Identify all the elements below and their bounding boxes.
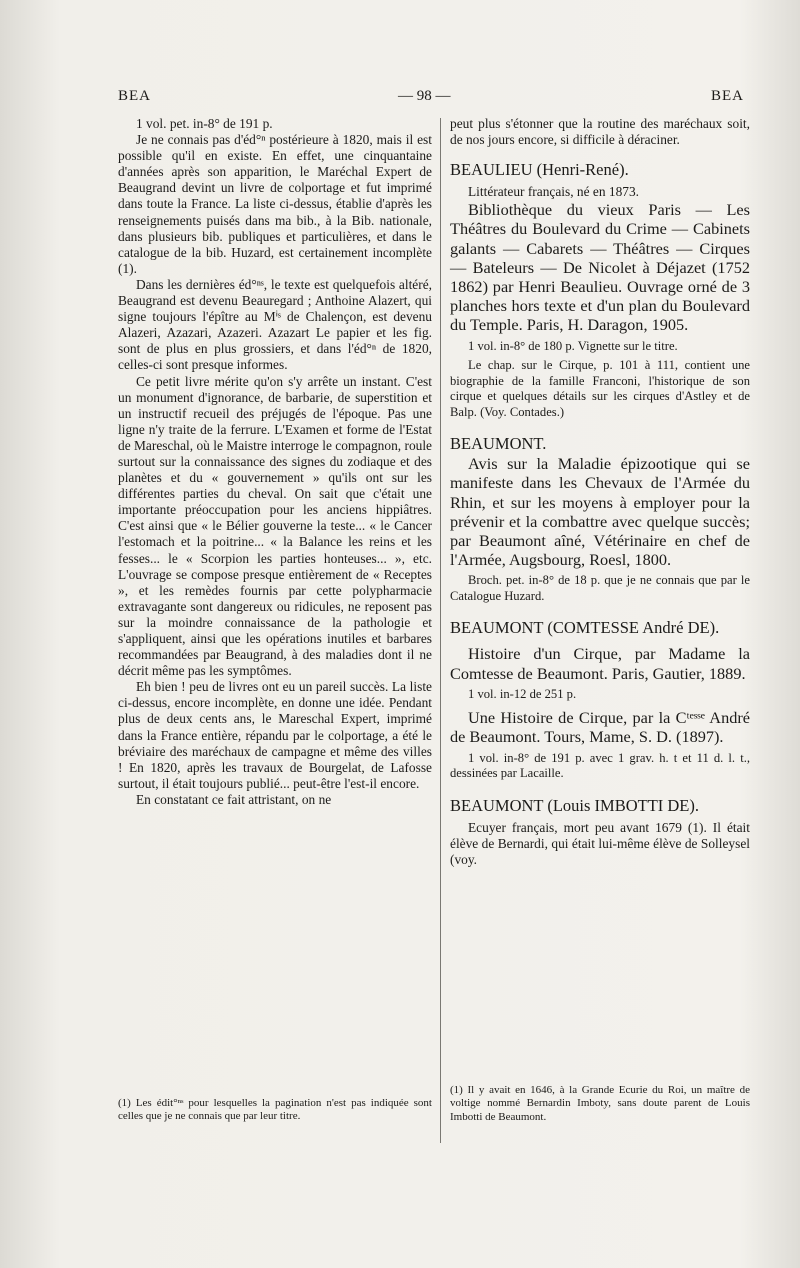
entry-heading: BEAUMONT (Louis IMBOTTI DE). xyxy=(450,795,700,815)
left-column xyxy=(118,116,432,808)
entry-note: 1 vol. in-8° de 180 p. Vignette sur le titre. xyxy=(468,338,678,353)
entry-heading: BEAUMONT. xyxy=(450,434,547,454)
entry-title: Avis sur la Maladie épizootique qui se manifeste dans les Chevaux de l'Armée du Rhin, et sur les moyens à employer pour la prévenir et la combattre avec quelque succès; par Beaumont aîné, Vétérinaire en chef de l'Armée, Augsbourg, Roesl, 1800. xyxy=(450,454,750,570)
running-header xyxy=(118,88,744,112)
entry-beaulieu xyxy=(450,160,750,420)
left-paragraph-5: Eh bien ! peu de livres ont eu un pareil succès. La liste ci-dessus, encore incomplète, en donne une idée. Pendant plus de deux cents ans, le Mareschal Expert, imprimé dans la France entière, répandu par le colportage, a été le bréviaire des maréchaux de campagne et même des villes ! En 1820, après les travaux de Bourgelat, de Lafosse surtout, il était toujours publié... peut-être l'est-il encore. xyxy=(118,679,432,791)
header-right-keyword: BEA xyxy=(711,88,744,104)
entry-title: Histoire d'un Cirque, par Madame la Comtesse de Beaumont. Paris, Gautier, 1889. xyxy=(450,644,750,683)
entry-title-2: Une Histoire de Cirque, par la Cᵗᵉˢˢᵉ André de Beaumont. Tours, Mame, S. D. (1897). xyxy=(450,708,750,747)
entry-heading: BEAUMONT (COMTESSE André DE). xyxy=(450,618,720,638)
entry-title: Bibliothèque du vieux Paris — Les Théâtres du Boulevard du Crime — Cabinets galants — Cabarets — Théâtres — Cirques — Bateleurs — De Nicolet à Déjazet (1752 1862) par Henri Beaulieu. Ouvrage orné de 3 planches hors texte et d'un plan du Boulevard du Temple. Paris, H. Daragon, 1905. xyxy=(450,200,750,335)
entry-note: 1 vol. in-12 de 251 p. xyxy=(468,686,577,701)
entry-note: Ecuyer français, mort peu avant 1679 (1). Il était élève de Bernardi, qui était lui-même élève de Solleysel (voy. xyxy=(450,819,750,867)
left-paragraph-2: Je ne connais pas d'éd°ⁿ postérieure à 1820, mais il est possible qu'il en existe. En effet, une cinquantaine d'années après son apparition, le Maréchal Expert de Beaugrand devint un livre de colportage et fut imprimé dans toute la France. La liste ci-dessus, établie d'après les renseignements puisés dans ma bib., à la Bib. nationale, dans plusieurs bib. publiques et particulières, et dans le catalogue de la bib. Huzard, est certainement incomplète (1). xyxy=(118,132,432,276)
right-footnote: (1) Il y avait en 1646, à la Grande Ecurie du Roi, un maître de voltige nommé Bernardin Imboty, sans doute parent de Louis Imbotti de Beaumont. xyxy=(450,1084,750,1123)
entry-beaumont xyxy=(450,434,750,604)
page-number: — 98 — xyxy=(398,88,451,104)
continuation-text: peut plus s'étonner que la routine des maréchaux soit, de nos jours encore, si difficile à déraciner. xyxy=(450,116,750,148)
entry-beaumont-imbotti xyxy=(450,796,750,868)
entry-note: 1 vol. in-8° de 191 p. avec 1 grav. h. t et 11 d. l. t., dessinées par Lacaille. xyxy=(450,750,750,781)
left-paragraph-4: Ce petit livre mérite qu'on s'y arrête un instant. C'est un monument d'ignorance, de barbarie, de superstition et un instructif recueil des préjugés de l'époque. Pas une ligne n'y traite de la ferrure. L'Examen et forme de l'Estat de Mareschal, où le Maistre interroge le compagnon, roule surtout sur la connaissance des signes du zodiaque et des planètes et du « gouvernement » qu'ils ont sur les différentes parties du cheval. On sait que c'était une importante préoccupation pour les anciens hippiâtres. C'est ainsi que « le Bélier gouverne la teste... « le Cancer l'estomach et la poitrine... « la Balance les reins et les fesses... le « Scorpion les parties honteuses... », etc. L'ouvrage se compose presque entièrement de « Receptes », et les remèdes fournis par cette polypharmacie extravagante sont dangereux ou ridicules, ne reposent pas sur la moindre connaissance de la pathologie et s'appliquent, ainsi que les opérations inutiles et barbares recommandées par Beaugrand, à des maladies dont il ne décrit même pas les symptômes. xyxy=(118,373,432,679)
left-paragraph-6: En constatant ce fait attristant, on ne xyxy=(136,791,332,807)
left-footnote: (1) Les édit°ⁿˢ pour lesquelles la pagination n'est pas indiquée sont celles que je ne connais que par leur titre. xyxy=(118,1097,432,1123)
entry-note: Broch. pet. in-8° de 18 p. que je ne connais que par le Catalogue Huzard. xyxy=(450,573,750,603)
left-paragraph-1: 1 vol. pet. in-8° de 191 p. xyxy=(136,116,273,131)
entry-beaumont-comtesse xyxy=(450,618,750,781)
left-paragraph-3: Dans les dernières éd°ⁿˢ, le texte est quelquefois altéré, Beaugrand est devenu Beauregard ; Anthoine Alazert, qui signe toujours l'épître au Mⁱˢ de Chalençon, est devenu Alazeri, Azazari, Azazeri. Azazart Le papier et les fig. sont de plus en plus grossiers, et dans l'éd°ⁿ de 1820, celles-ci sont presque informes. xyxy=(118,276,432,373)
entry-subheading: Littérateur français, né en 1873. xyxy=(468,184,640,200)
entry-heading: BEAULIEU (Henri-René). xyxy=(450,160,629,180)
header-left-keyword: BEA xyxy=(118,88,151,104)
entry-note: Le chap. sur le Cirque, p. 101 à 111, contient une biographie de la famille Franconi, l'historique de son cirque et quelques détails sur les cirques d'Astley et de Balp. (Voy. Contades.) xyxy=(450,358,750,419)
right-column xyxy=(450,116,750,868)
column-divider xyxy=(440,118,441,1143)
